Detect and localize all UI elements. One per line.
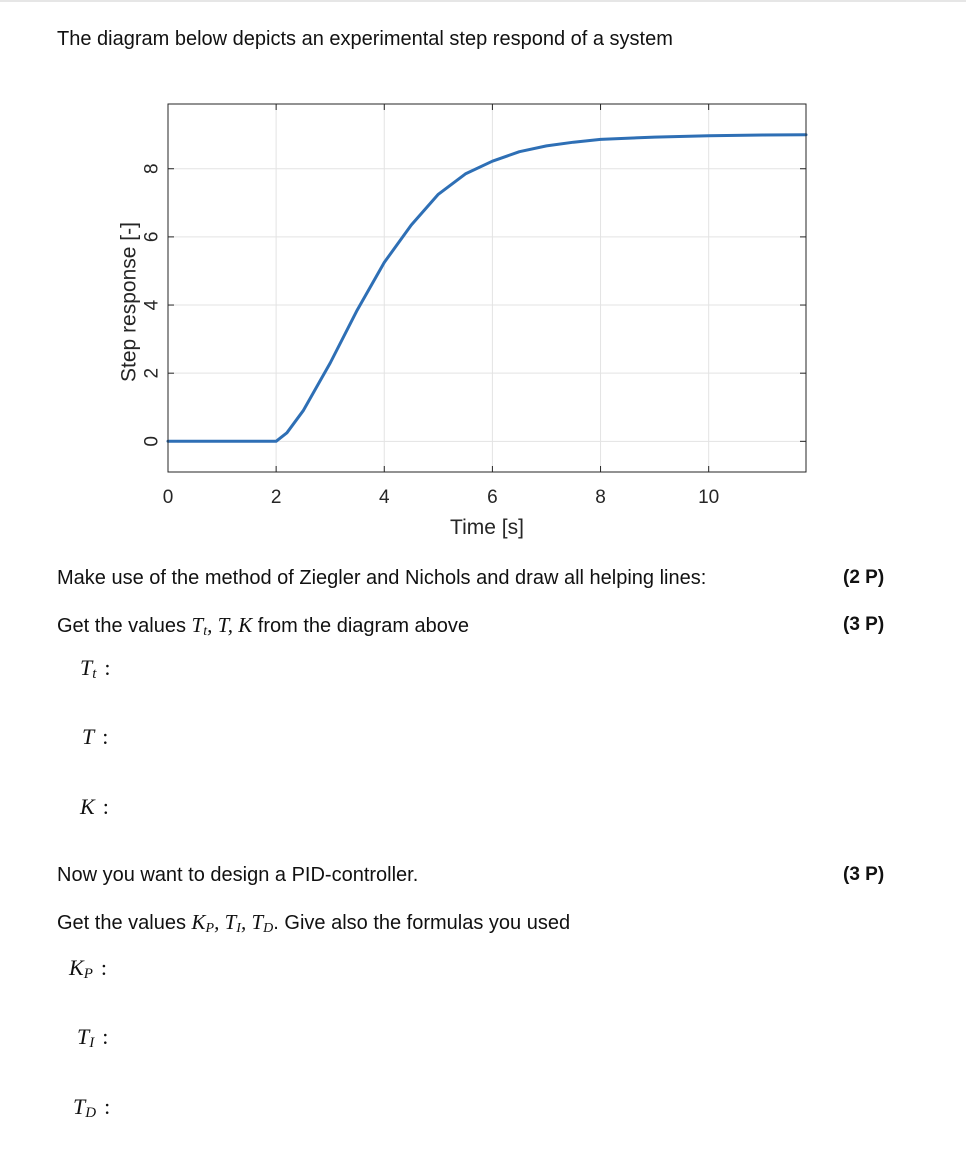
task-get-values-2-prefix: Get the values [57,912,192,934]
x-tick-label: 2 [270,487,282,508]
x-tick-label: 8 [595,487,606,508]
x-tick-label: 0 [162,487,174,508]
task-pid-design: Now you want to design a PID-controller. [57,864,419,886]
task-get-values-2-vars: $K_P$, $T_I$, $T_D$ [191,910,274,936]
intro-text: The diagram below depicts an experimental step respond of a system [57,28,673,50]
task-ziegler-nichols: Make use of the method of Ziegler and Nichols and draw all helping lines: [57,567,707,589]
x-tick-label: 10 [698,487,720,508]
task-get-values-1-points: (3 P) [843,614,885,635]
task-get-values-2 [57,910,570,941]
step-response-chart [0,0,966,560]
task-ziegler-nichols-points: (2 P) [843,567,885,588]
answer-label-ti: $T_I$ : [77,1024,109,1051]
answer-label-t: T : [82,724,109,749]
task-get-values-1-suffix: from the diagram above [252,615,470,637]
y-tick-label: 6 [141,231,163,243]
y-tick-label: 8 [141,163,163,175]
x-axis-label: Time [s] [450,516,524,539]
answer-label-k: K : [80,794,109,819]
answer-label-kp: $K_P$ : [69,955,107,982]
task-pid-design-points: (3 P) [843,864,885,885]
y-axis-label: Step response [-] [117,222,141,382]
y-tick-label: 4 [141,299,163,311]
x-tick-label: 6 [487,487,498,508]
y-tick-label: 2 [141,367,163,379]
task-get-values-1 [57,613,469,644]
y-tick-label: 0 [141,436,163,447]
task-get-values-1-prefix: Get the values [57,615,192,637]
answer-label-td: $T_D$ : [73,1094,111,1121]
x-tick-label: 4 [378,487,390,508]
task-get-values-2-suffix: . Give also the formulas you used [273,912,571,934]
task-get-values-1-vars: $T_t$, T, K [191,613,253,639]
answer-label-tt: $T_t$ : [80,655,111,682]
plot-area [168,104,806,472]
